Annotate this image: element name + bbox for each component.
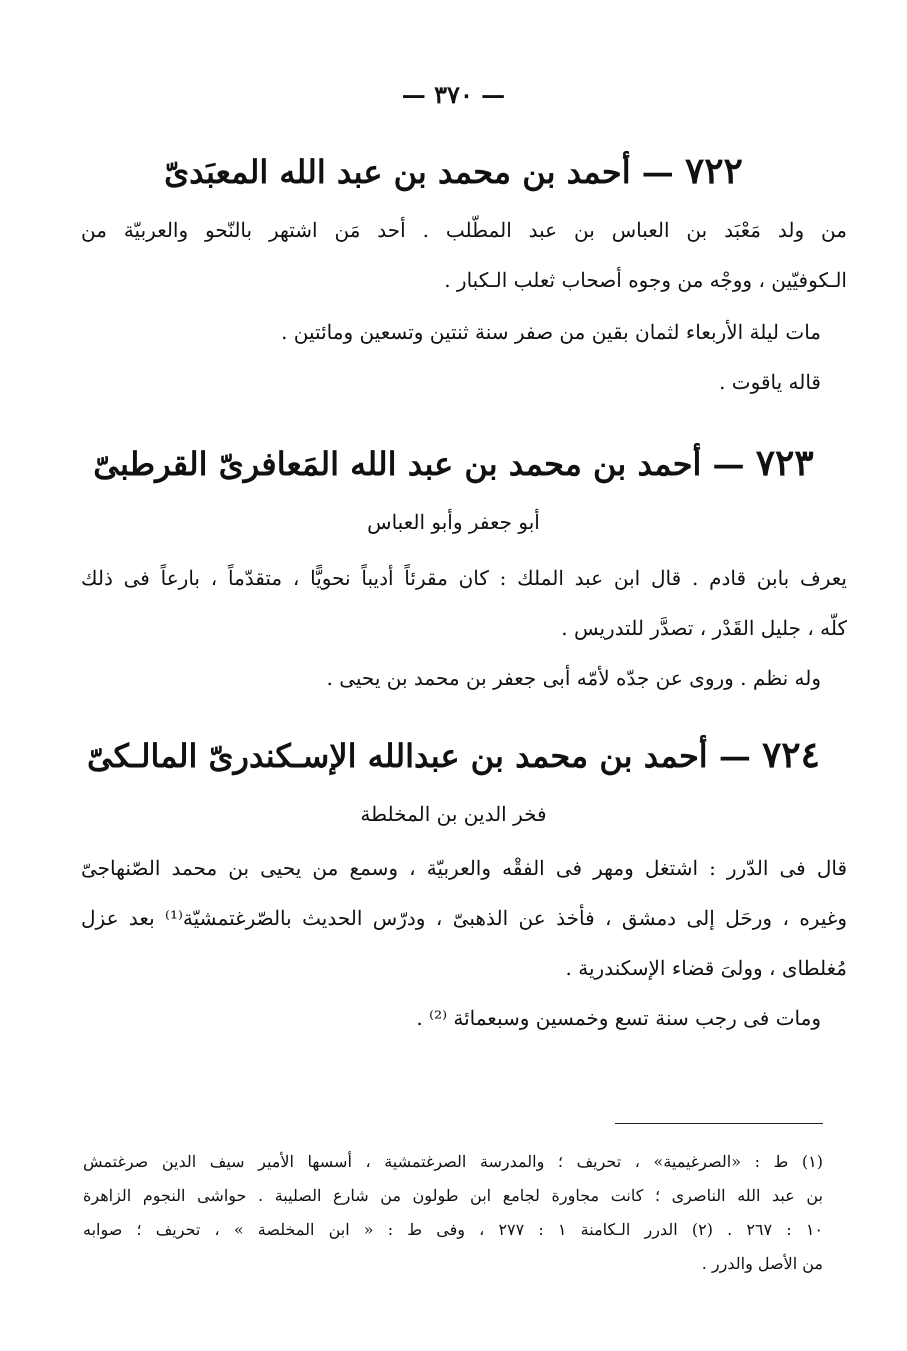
footnote-line: ١٠ : ٢٦٧ . (٢) الدرر الـكامنة ١ : ٢٧٧ ، وفى ط : « ابن المخلصة » ، تحريف ؛ صوابه — [83, 1220, 823, 1239]
footnote-line: (١) ط : «الصرغيمية» ، تحريف ؛ والمدرسة الصرغتمشية ، أسسها الأمير سيف الدين صرغتمش — [83, 1152, 823, 1171]
entry-dash: — — [641, 153, 674, 191]
page-number: — ٣٧٠ — — [401, 80, 506, 109]
entry-line: قال فى الدّرر : اشتغل ومهر فى الفقْه والعربيّة ، وسمع من يحيى بن محمد الصّنهاجىّ — [81, 856, 847, 880]
entry-line: ومات فى رجب سنة تسع وخمسين وسبعمائة ⁽²⁾ . — [416, 1006, 821, 1030]
footnote-line: بن عبد الله الناصرى ؛ كانت مجاورة لجامع ابن طولون من شارع الصليبة . حواشى النجوم الزاهرة — [83, 1186, 823, 1205]
entry-number: ٧٢٢ — [684, 150, 743, 192]
entry-name: أحمد بن محمد بن عبد الله المَعافرىّ القرطبىّ — [93, 445, 702, 483]
entry-line: من ولد مَعْبَد بن العباس بن عبد المطّلب . أحد مَن اشتهر بالنّحو والعربيّة من — [81, 218, 847, 242]
entry-line: يعرف بابن قادم . قال ابن عبد الملك : كان مقرئاً أديباً نحويًّا ، متقدّماً ، بارعاً فى ذلك — [81, 566, 847, 590]
entry-dash: — — [712, 445, 745, 483]
entry-line: الـكوفيّين ، ووجْه من وجوه أصحاب ثعلب الـكبار . — [444, 268, 847, 292]
entry-title-722 — [60, 150, 847, 192]
entry-number: ٧٢٤ — [761, 734, 820, 776]
entry-line: مات ليلة الأربعاء لثمان بقين من صفر سنة ثنتين وتسعين ومائتين . — [281, 320, 821, 344]
entry-subtitle: أبو جعفر وأبو العباس — [367, 510, 540, 534]
entry-name: أحمد بن محمد بن عبد الله المعبَدىّ — [164, 153, 631, 191]
entry-line: وله نظم . وروى عن جدّه لأمّه أبى جعفر بن محمد بن يحيى . — [326, 666, 821, 690]
entry-line: كلّه ، جليل القَدْر ، تصدَّر للتدريس . — [561, 616, 847, 640]
entry-number: ٧٢٣ — [755, 442, 814, 484]
footnote-rule — [615, 1123, 823, 1124]
entry-subtitle: فخر الدين بن المخلطة — [360, 802, 547, 826]
entry-dash: — — [718, 737, 751, 775]
entry-line: مُغلطاى ، وولىَ قضاء الإسكندرية . — [565, 956, 847, 980]
entry-title-724 — [60, 734, 847, 776]
footnote-line: من الأصل والدرر . — [701, 1254, 823, 1273]
entry-line: قاله ياقوت . — [719, 370, 821, 394]
entry-title-723 — [60, 442, 847, 484]
entry-line: وغيره ، ورحَل إلى دمشق ، فأخذ عن الذهبىّ ، ودرّس الحديث بالصّرغتمشيّة⁽¹⁾ بعد عزل — [81, 906, 847, 930]
entry-name: أحمد بن محمد بن عبدالله الإسـكندرىّ المالـكىّ — [87, 737, 708, 775]
